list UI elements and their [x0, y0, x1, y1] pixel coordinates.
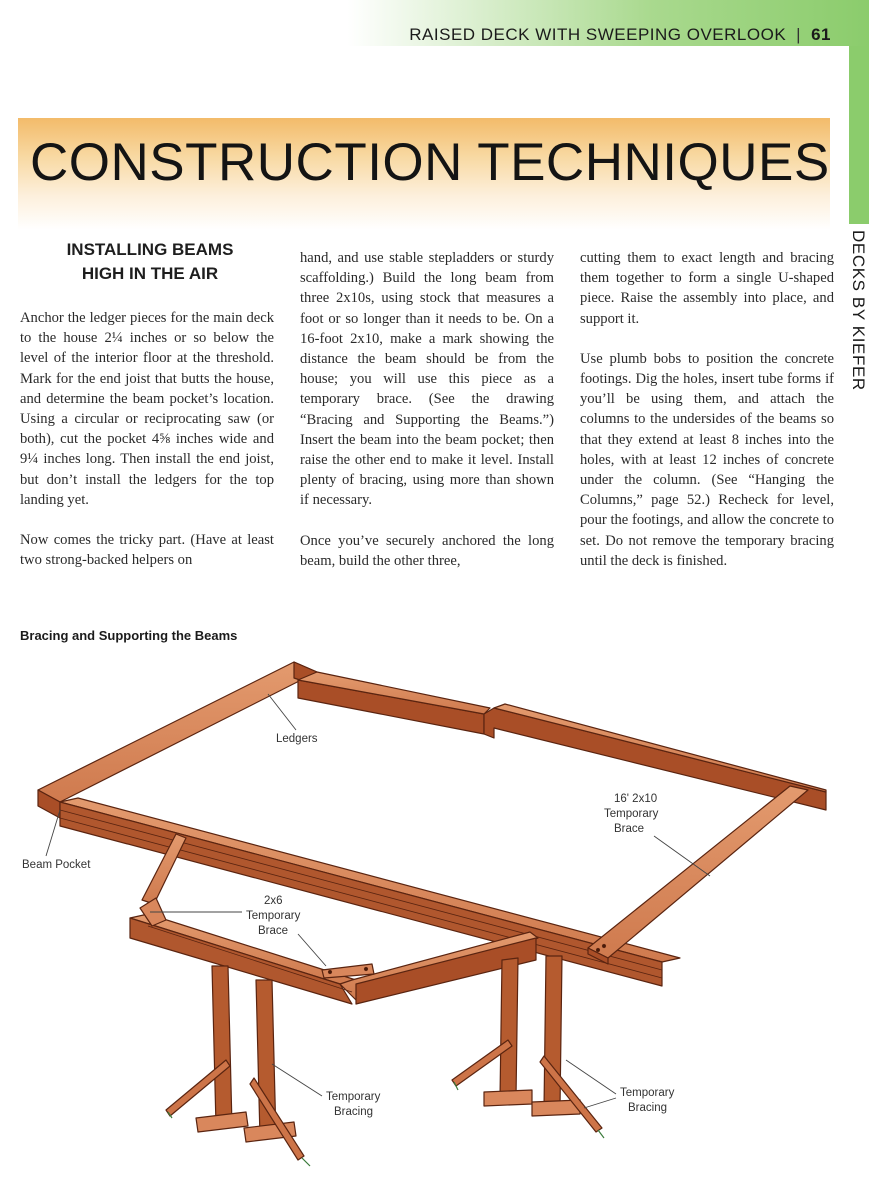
paragraph: Use plumb bobs to position the concrete footings. Dig the holes, insert tube forms if you’ll be using them, and attach the columns to the undersides of the beams so that they extend at least 8 inches into the holes, with at least 12 inches of concrete under the column. (See “Hanging the Columns,” page 52.) Recheck for level, pour the footings, and allow the concrete to set. Do not remove the temporary bracing until the deck is finished. [580, 350, 834, 569]
side-tab [849, 46, 869, 224]
figure-caption: Bracing and Supporting the Beams [20, 628, 238, 643]
label-bracing-right-1: Temporary [620, 1087, 675, 1099]
label-16ft-brace-2: Temporary [604, 808, 659, 820]
page-title: CONSTRUCTION TECHNIQUES [30, 133, 830, 192]
footing-pads [196, 1090, 580, 1142]
paragraph: Once you’ve securely anchored the long beam, build the other three, [300, 532, 554, 569]
body-column-1 [20, 308, 274, 570]
paragraph: cutting them to exact length and bracing them together to form a single U-shaped piece. Raise the assembly into place, and support it. [580, 250, 834, 327]
body-column-2 [300, 248, 554, 571]
side-tab-label: DECKS BY KIEFER [849, 230, 868, 391]
label-2x6-brace-2: Temporary [246, 910, 301, 922]
paragraph: Anchor the ledger pieces for the main deck to the house 2¼ inches or so below the level of the interior floor at the threshold. Mark for the end joist that butts the house, and determine the beam pocket’s location. Using a circular or reciprocating saw (or both), cut the pocket 4⅝ inches wide and 9¼ inches long. Then install the end joist, but don’t install the ledgers for the top landing yet. [20, 310, 274, 508]
label-16ft-brace-3: Brace [614, 823, 645, 835]
running-head-separator: | [796, 25, 802, 44]
label-2x6-brace-3: Brace [258, 925, 289, 937]
label-bracing-left-2: Bracing [334, 1106, 373, 1118]
label-bracing-left-1: Temporary [326, 1091, 381, 1103]
running-head-title: RAISED DECK WITH SWEEPING OVERLOOK [409, 25, 787, 44]
beam-bracing-illustration [0, 650, 869, 1181]
label-16ft-brace-1: 16' 2x10 [614, 793, 658, 805]
body-column-3 [580, 248, 834, 571]
subhead-line-1: INSTALLING BEAMS [66, 240, 234, 259]
section-subhead [20, 238, 280, 286]
paragraph: hand, and use stable stepladders or sturdy scaffolding.) Build the long beam from three 2x10s, using stock that measures a foot or so longer than it needs to be. On a 16-foot 2x10, make a mark showing the distance the beam should be from the house; you will use this piece as a temporary brace. (See the drawing “Bracing and Supporting the Beams.”) Insert the beam into the beam pocket; then raise the other end to make it level. Install plenty of bracing, using more than shown if necessary. [300, 250, 554, 509]
label-beam-pocket: Beam Pocket [22, 859, 91, 871]
label-ledgers: Ledgers [276, 733, 318, 745]
ledger-boards [38, 662, 826, 818]
running-head [409, 24, 831, 46]
page-number: 61 [811, 25, 831, 44]
paragraph: Now comes the tricky part. (Have at least two strong-backed helpers on [20, 532, 274, 569]
label-2x6-brace-1: 2x6 [264, 895, 283, 907]
label-bracing-right-2: Bracing [628, 1102, 667, 1114]
subhead-line-2: HIGH IN THE AIR [81, 264, 219, 283]
